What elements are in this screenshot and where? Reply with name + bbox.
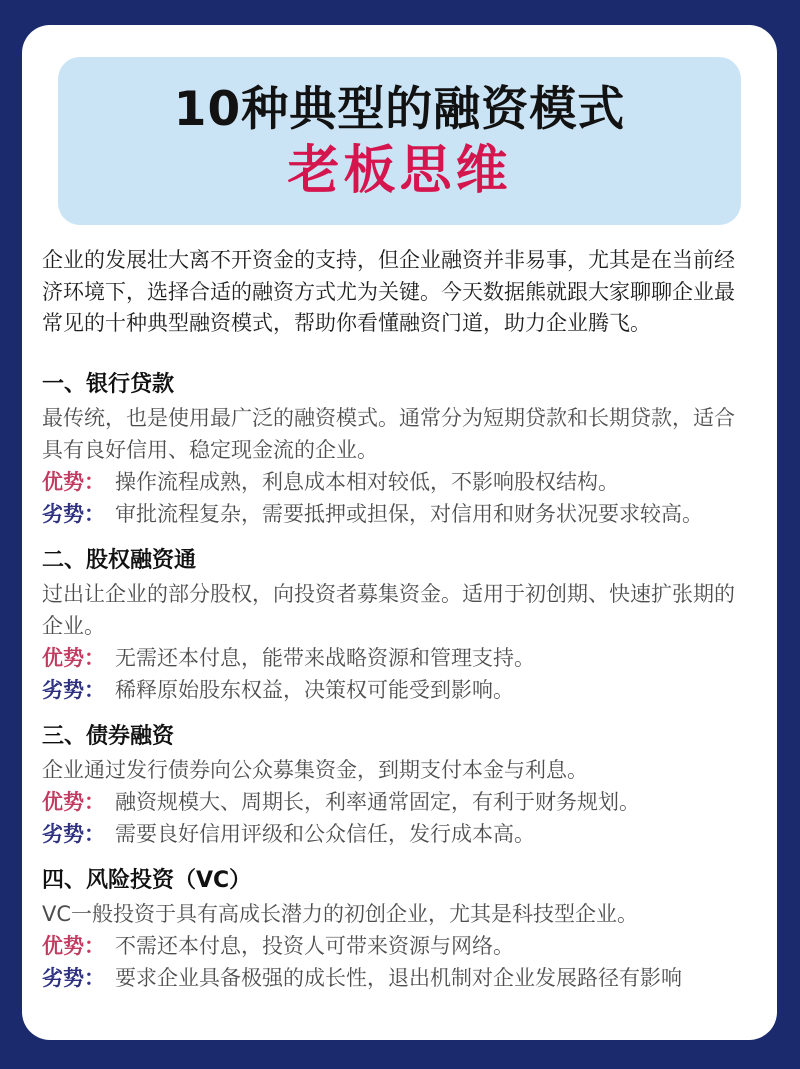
poster-subtitle: 老板思维: [287, 140, 512, 201]
cons-row: [42, 962, 755, 994]
cons-row: [42, 818, 755, 850]
cons-label: 劣势：: [42, 501, 105, 526]
cons-label: 劣势：: [42, 965, 105, 990]
cons-row: [42, 498, 755, 530]
financing-section-1: [42, 370, 755, 530]
poster-body: [22, 225, 777, 994]
content-card: [22, 25, 777, 1040]
header-banner: [58, 57, 741, 225]
pros-label: 优势：: [42, 645, 105, 670]
intro-paragraph: 企业的发展壮大离不开资金的支持，但企业融资并非易事，尤其是在当前经济环境下，选择合适的融资方式尤为关键。今天数据熊就跟大家聊聊企业最常见的十种典型融资模式，帮助你看懂融资门道，助力企业腾飞。: [42, 248, 735, 335]
pros-text: 不需还本付息，投资人可带来资源与网络。: [115, 933, 514, 958]
section-heading: 一、银行贷款: [42, 371, 175, 397]
pros-label: 优势：: [42, 789, 105, 814]
cons-text: 稀释原始股东权益，决策权可能受到影响。: [115, 677, 514, 702]
section-heading: 四、风险投资（VC）: [42, 867, 252, 893]
pros-row: [42, 786, 755, 818]
section-heading: 三、债券融资: [42, 723, 175, 749]
section-description: VC一般投资于具有高成长潜力的初创企业，尤其是科技型企业。: [42, 901, 639, 926]
section-description: 企业通过发行债券向公众募集资金，到期支付本金与利息。: [42, 757, 588, 782]
pros-text: 操作流程成熟，利息成本相对较低，不影响股权结构。: [115, 469, 619, 494]
section-description: 过出让企业的部分股权，向投资者募集资金。适用于初创期、快速扩张期的企业。: [42, 581, 735, 638]
pros-row: [42, 642, 755, 674]
poster-title: 10种典型的融资模式: [173, 81, 626, 137]
pros-text: 融资规模大、周期长，利率通常固定，有利于财务规划。: [115, 789, 640, 814]
pros-label: 优势：: [42, 469, 105, 494]
financing-section-3: [42, 722, 755, 850]
cons-row: [42, 674, 755, 706]
cons-text: 需要良好信用评级和公众信任，发行成本高。: [115, 821, 535, 846]
cons-label: 劣势：: [42, 677, 105, 702]
pros-text: 无需还本付息，能带来战略资源和管理支持。: [115, 645, 535, 670]
cons-text: 审批流程复杂，需要抵押或担保，对信用和财务状况要求较高。: [115, 501, 703, 526]
cons-label: 劣势：: [42, 821, 105, 846]
pros-row: [42, 466, 755, 498]
financing-section-2: [42, 546, 755, 706]
financing-section-4: [42, 866, 755, 994]
section-description: 最传统，也是使用最广泛的融资模式。通常分为短期贷款和长期贷款，适合具有良好信用、稳定现金流的企业。: [42, 405, 735, 462]
cons-text: 要求企业具备极强的成长性，退出机制对企业发展路径有影响: [115, 965, 682, 990]
section-heading: 二、股权融资通: [42, 547, 197, 573]
pros-row: [42, 930, 755, 962]
pros-label: 优势：: [42, 933, 105, 958]
